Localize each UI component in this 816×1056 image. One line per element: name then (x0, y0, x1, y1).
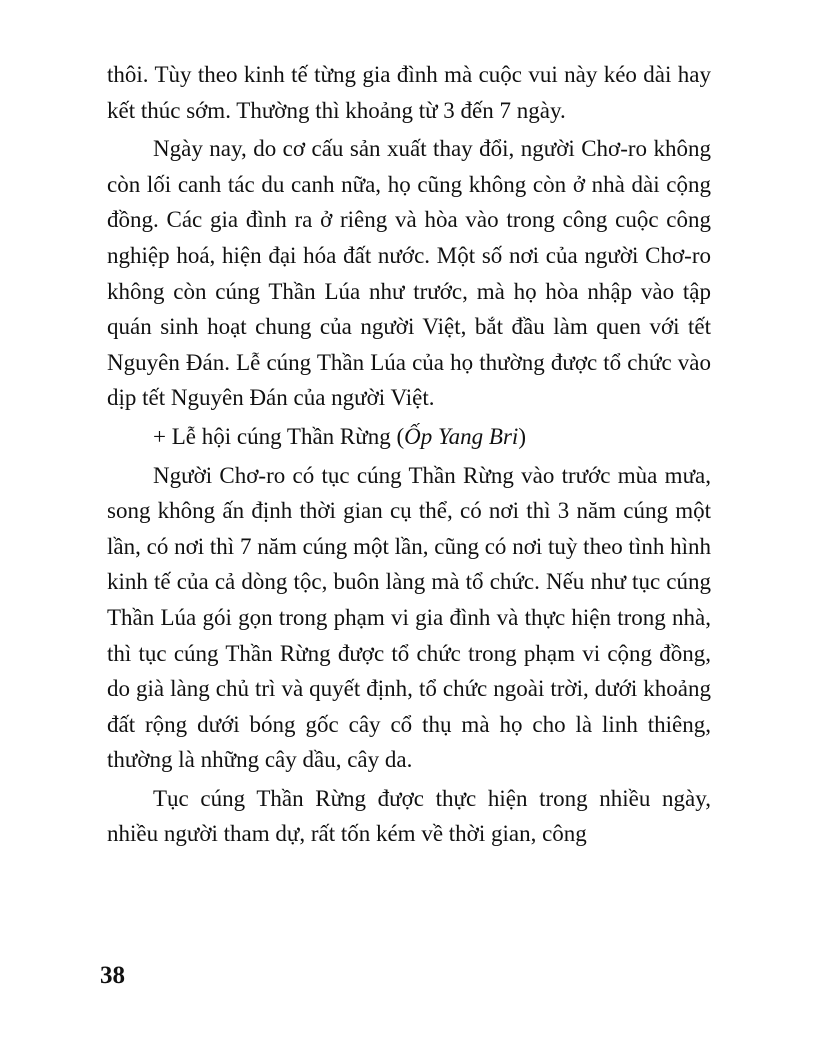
section-heading (107, 419, 711, 455)
page-number: 38 (100, 962, 125, 989)
heading-italic-term: Ốp Yang Bri (404, 423, 519, 449)
paragraph-continuation: thôi. Tùy theo kinh tế từng gia đình mà cuộc vui này kéo dài hay kết thúc sớm. Thường thì khoảng từ 3 đến 7 ngày. (107, 62, 711, 123)
paragraph-ritual-duration: Tục cúng Thần Rừng được thực hiện trong nhiều ngày, nhiều người tham dự, rất tốn kém về thời gian, công (107, 785, 711, 847)
paragraph-modern-changes: Ngày nay, do cơ cấu sản xuất thay đổi, người Chơ-ro không còn lối canh tác du canh nữa, họ cũng không còn ở nhà dài cộng đồng. Các gia đình ra ở riêng và hòa vào trong công cuộc công nghiệp hoá, hiện đại hóa đất nước. Một số nơi của người Chơ-ro không còn cúng Thần Lúa như trước, mà họ hòa nhập vào tập quán sinh hoạt chung của người Việt, bắt đầu làm quen với tết Nguyên Đán. Lễ cúng Thần Lúa của họ thường được tổ chức vào dịp tết Nguyên Đán của người Việt. (107, 136, 711, 411)
paragraph-forest-ritual: Người Chơ-ro có tục cúng Thần Rừng vào trước mùa mưa, song không ấn định thời gian cụ thể, có nơi thì 3 năm cúng một lần, có nơi thì 7 năm cúng một lần, cũng có nơi tuỳ theo tình hình kinh tế của cả dòng tộc, buôn làng mà tổ chức. Nếu như tục cúng Thần Lúa gói gọn trong phạm vi gia đình và thực hiện trong nhà, thì tục cúng Thần Rừng được tổ chức trong phạm vi cộng đồng, do già làng chủ trì và quyết định, tổ chức ngoài trời, dưới khoảng đất rộng dưới bóng gốc cây cổ thụ mà họ cho là linh thiêng, thường là những cây dầu, cây da. (107, 462, 711, 773)
heading-prefix: + Lễ hội cúng Thần Rừng ( (153, 423, 405, 449)
page-body (107, 57, 711, 852)
heading-suffix: ) (518, 423, 526, 449)
